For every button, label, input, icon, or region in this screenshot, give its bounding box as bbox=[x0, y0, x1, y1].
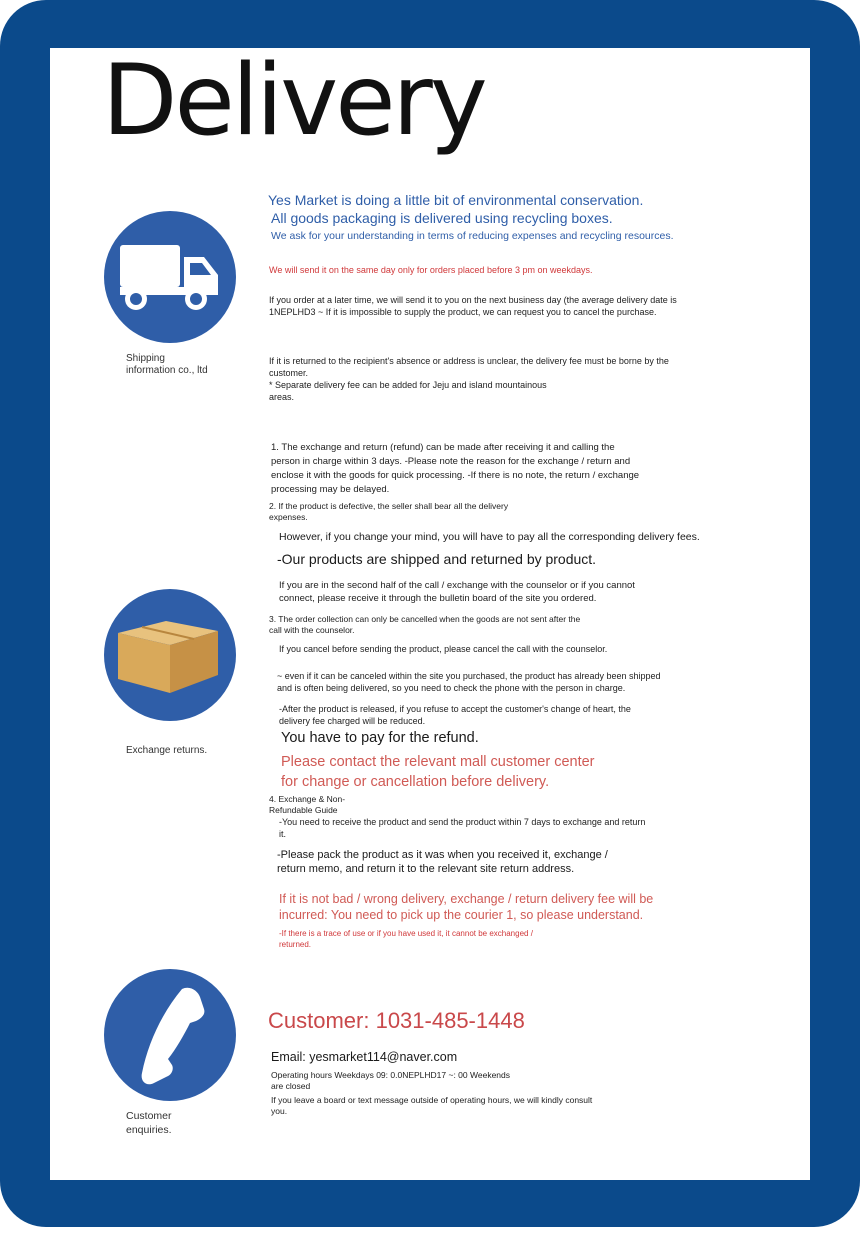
seven-days-text bbox=[279, 816, 645, 840]
operating-hours bbox=[271, 1070, 510, 1092]
eco-line2: All goods packaging is delivered using recycling boxes. bbox=[271, 210, 613, 226]
seven-days-line1: -You need to receive the product and send the product within 7 days to exchange and return bbox=[279, 817, 646, 827]
already-shipped-text bbox=[277, 670, 661, 694]
contact-line1: Please contact the relevant mall customer center bbox=[281, 754, 595, 770]
eco-line3: We ask for your understanding in terms of reducing expenses and recycling resources. bbox=[271, 230, 674, 242]
exchange-point-1 bbox=[271, 441, 639, 497]
refuse-line1: -After the product is released, if you refuse to accept the customer's change of heart, the bbox=[279, 704, 631, 714]
pay-refund-text: You have to pay for the refund. bbox=[281, 730, 479, 746]
customer-circle bbox=[104, 969, 236, 1101]
box-icon bbox=[104, 589, 236, 721]
eco-line1: Yes Market is doing a little bit of environmental conservation. bbox=[268, 192, 644, 208]
p1-line2: person in charge within 3 days. -Please note the reason for the exchange / return and bbox=[271, 456, 631, 467]
jeju-line2: areas. bbox=[269, 392, 295, 402]
customer-phone: Customer: 1031-485-1448 bbox=[268, 1008, 525, 1033]
hours-line1: Operating hours Weekdays 09: 0.0NEPLHD17 ~: 00 Weekends bbox=[271, 1070, 511, 1080]
fee-line2: incurred: You need to pick up the courier 1, so please understand. bbox=[279, 908, 644, 922]
page-title: Delivery bbox=[102, 44, 485, 158]
shipping-circle bbox=[104, 211, 236, 343]
exchange-point-2 bbox=[269, 501, 508, 523]
same-day-notice: We will send it on the same day only for orders placed before 3 pm on weekdays. bbox=[269, 265, 593, 275]
exchange-point-3 bbox=[269, 614, 580, 636]
p4-line2: Refundable Guide bbox=[269, 805, 338, 815]
trace-line1: -If there is a trace of use or if you have used it, it cannot be exchanged / bbox=[279, 929, 533, 938]
message-text bbox=[271, 1095, 592, 1117]
customer-caption bbox=[126, 1109, 172, 1137]
customer-email: Email: yesmarket114@naver.com bbox=[271, 1050, 458, 1064]
customer-caption-line1: Customer bbox=[126, 1110, 172, 1122]
refuse-text bbox=[279, 703, 631, 727]
trace-line2: returned. bbox=[279, 940, 312, 949]
message-line1: If you leave a board or text message outside of operating hours, we will kindly consult bbox=[271, 1095, 593, 1105]
shipped-by-product-text: -Our products are shipped and returned by product. bbox=[277, 551, 597, 567]
shipping-caption-line1: Shipping bbox=[126, 353, 165, 364]
message-line2: you. bbox=[271, 1106, 288, 1116]
contact-mall-text bbox=[281, 752, 595, 792]
p1-line4: processing may be delayed. bbox=[271, 484, 390, 495]
p4-line1: 4. Exchange & Non- bbox=[269, 794, 346, 804]
shipped-line2: and is often being delivered, so you need to check the phone with the person in charge. bbox=[277, 683, 626, 693]
absence-line1: If it is returned to the recipient's absence or address is unclear, the delivery fee must be borne by the bbox=[269, 356, 669, 366]
cancel-before-text: If you cancel before sending the product, please cancel the call with the counselor. bbox=[279, 644, 608, 654]
jeju-line1: * Separate delivery fee can be added for Jeju and island mountainous bbox=[269, 380, 547, 390]
counselor-text bbox=[279, 579, 635, 605]
shipping-caption bbox=[126, 353, 208, 377]
pack-line1: -Please pack the product as it was when you received it, exchange / bbox=[277, 849, 608, 861]
later-order-text bbox=[269, 294, 677, 318]
exchange-point-4 bbox=[269, 794, 345, 816]
p3-line1: 3. The order collection can only be cancelled when the goods are not sent after the bbox=[269, 614, 581, 624]
exchange-caption: Exchange returns. bbox=[126, 745, 208, 756]
refuse-line2: delivery fee charged will be reduced. bbox=[279, 716, 426, 726]
seven-days-line2: it. bbox=[279, 829, 287, 839]
return-fee-text bbox=[279, 891, 653, 923]
shipped-line1: ~ even if it can be canceled within the site you purchased, the product has already been shipped bbox=[277, 671, 661, 681]
p1-line3: enclose it with the goods for quick processing. -If there is no note, the return / exchange bbox=[271, 470, 640, 481]
absence-text bbox=[269, 355, 669, 403]
later-line1: If you order at a later time, we will send it to you on the next business day (the average delivery date is bbox=[269, 295, 677, 305]
p2-line1: 2. If the product is defective, the seller shall bear all the delivery bbox=[269, 501, 509, 511]
counselor-line2: connect, please receive it through the bulletin board of the site you ordered. bbox=[279, 593, 597, 604]
hours-line2: are closed bbox=[271, 1081, 311, 1091]
fee-line1: If it is not bad / wrong delivery, exchange / return delivery fee will be bbox=[279, 892, 654, 906]
mind-change-text: However, if you change your mind, you will have to pay all the corresponding delivery fees. bbox=[279, 531, 700, 543]
pack-line2: return memo, and return it to the relevant site return address. bbox=[277, 863, 575, 875]
trace-of-use-text bbox=[279, 928, 533, 950]
absence-line2: customer. bbox=[269, 368, 309, 378]
shipping-caption-line2: information co., ltd bbox=[126, 365, 208, 376]
counselor-line1: If you are in the second half of the call / exchange with the counselor or if you cannot bbox=[279, 580, 635, 591]
contact-line2: for change or cancellation before delivery. bbox=[281, 774, 550, 790]
exchange-circle bbox=[104, 589, 236, 721]
pack-product-text bbox=[277, 848, 608, 876]
p2-line2: expenses. bbox=[269, 512, 308, 522]
truck-icon bbox=[104, 211, 236, 343]
phone-icon bbox=[104, 969, 236, 1101]
p3-line2: call with the counselor. bbox=[269, 625, 355, 635]
customer-caption-line2: enquiries. bbox=[126, 1124, 172, 1136]
p1-line1: 1. The exchange and return (refund) can be made after receiving it and calling the bbox=[271, 442, 615, 453]
later-line2: 1NEPLHD3 ~ If it is impossible to supply the product, we can request you to cancel the purchase. bbox=[269, 307, 657, 317]
